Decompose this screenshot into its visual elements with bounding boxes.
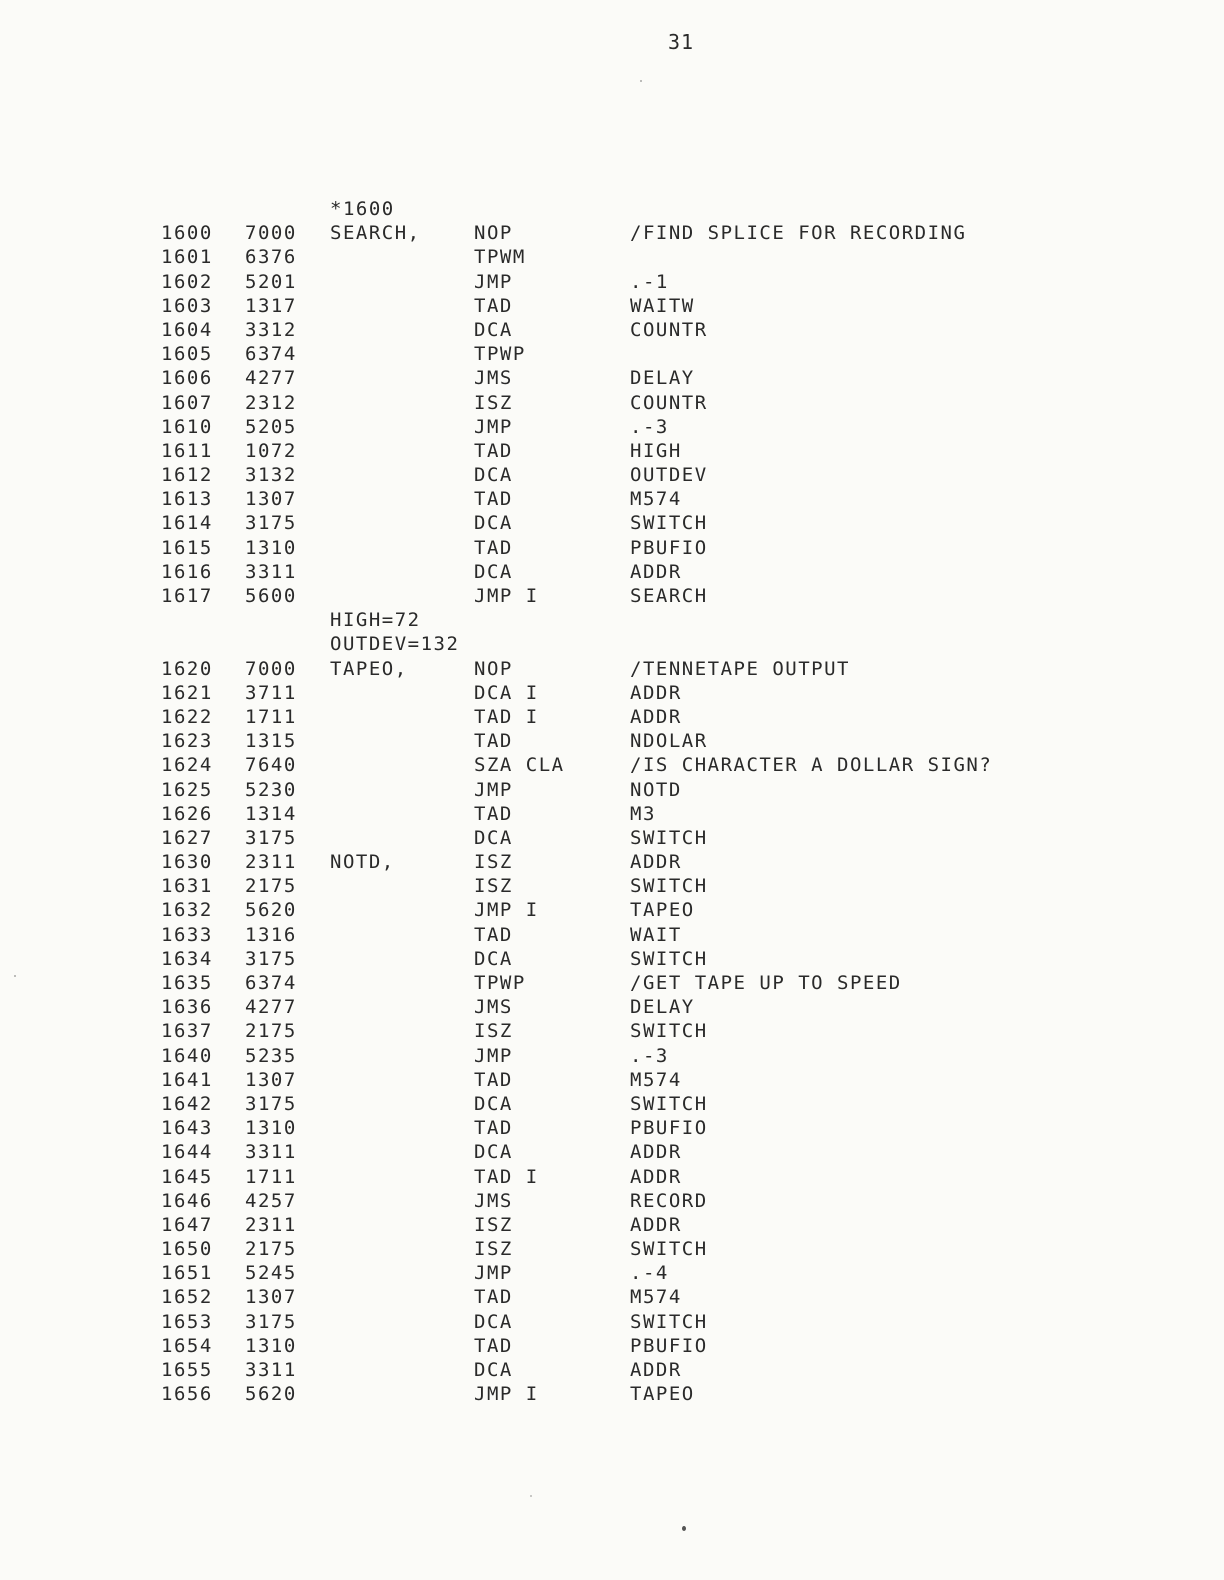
octal-code-cell: 1316 bbox=[245, 923, 297, 946]
address-cell: 1606 bbox=[161, 367, 213, 390]
octal-code-cell: 3132 bbox=[245, 464, 297, 487]
operand-cell: SWITCH bbox=[630, 1310, 708, 1333]
address-cell: 1616 bbox=[161, 560, 213, 583]
operand-cell: SEARCH bbox=[630, 585, 708, 607]
address-cell: 1613 bbox=[161, 488, 213, 511]
listing-row bbox=[0, 898, 1224, 922]
opcode-cell: DCA bbox=[474, 826, 513, 849]
address-cell: 1622 bbox=[161, 705, 213, 728]
address-cell: 1617 bbox=[161, 585, 213, 607]
address-cell: 1605 bbox=[161, 343, 213, 366]
listing-row bbox=[0, 1382, 1224, 1406]
octal-code-cell: 3175 bbox=[245, 512, 297, 535]
opcode-cell: NOP bbox=[474, 222, 513, 245]
operand-cell: ADDR bbox=[630, 560, 682, 583]
octal-code-cell: 5600 bbox=[245, 585, 297, 607]
operand-cell: ADDR bbox=[630, 1359, 682, 1381]
listing-row bbox=[0, 1334, 1224, 1358]
label-cell: NOTD, bbox=[330, 851, 395, 874]
label-cell: OUTDEV=132 bbox=[330, 633, 460, 656]
octal-code-cell: 6376 bbox=[245, 246, 297, 269]
scan-speck bbox=[530, 1495, 532, 1497]
opcode-cell: TAD bbox=[474, 536, 513, 559]
scan-speck bbox=[682, 1526, 686, 1531]
operand-cell: NOTD bbox=[630, 778, 682, 801]
listing-row bbox=[0, 632, 1224, 656]
address-cell: 1621 bbox=[161, 681, 213, 704]
address-cell: 1600 bbox=[161, 222, 213, 245]
listing-row bbox=[0, 1140, 1224, 1164]
opcode-cell: TAD bbox=[474, 1286, 513, 1309]
listing-row bbox=[0, 487, 1224, 511]
operand-cell: .-1 bbox=[630, 270, 669, 293]
listing-row bbox=[0, 318, 1224, 342]
listing-row bbox=[0, 415, 1224, 439]
operand-cell: TAPEO bbox=[630, 1383, 695, 1406]
octal-code-cell: 3175 bbox=[245, 826, 297, 849]
operand-cell: SWITCH bbox=[630, 512, 708, 535]
listing-row bbox=[0, 511, 1224, 535]
listing-row bbox=[0, 608, 1224, 632]
opcode-cell: JMP I bbox=[474, 899, 539, 922]
opcode-cell: JMP bbox=[474, 1262, 513, 1285]
octal-code-cell: 2175 bbox=[245, 875, 297, 898]
listing-row bbox=[0, 874, 1224, 898]
octal-code-cell: 5235 bbox=[245, 1044, 297, 1067]
operand-cell: M574 bbox=[630, 1068, 682, 1091]
address-cell: 1611 bbox=[161, 439, 213, 462]
octal-code-cell: 1307 bbox=[245, 1286, 297, 1309]
address-cell: 1635 bbox=[161, 972, 213, 994]
opcode-cell: DCA I bbox=[474, 681, 539, 704]
label-cell: SEARCH, bbox=[330, 222, 421, 245]
address-cell: 1632 bbox=[161, 899, 213, 922]
opcode-cell: DCA bbox=[474, 512, 513, 535]
operand-cell: SWITCH bbox=[630, 826, 708, 849]
opcode-cell: ISZ bbox=[474, 1238, 513, 1261]
octal-code-cell: 5245 bbox=[245, 1262, 297, 1285]
listing-row bbox=[0, 1285, 1224, 1309]
octal-code-cell: 2312 bbox=[245, 391, 297, 414]
opcode-cell: DCA bbox=[474, 947, 513, 970]
address-cell: 1654 bbox=[161, 1334, 213, 1357]
octal-code-cell: 1315 bbox=[245, 730, 297, 753]
listing-row bbox=[0, 850, 1224, 874]
listing-row bbox=[0, 1358, 1224, 1382]
operand-cell: /IS CHARACTER A DOLLAR SIGN? bbox=[630, 754, 993, 777]
octal-code-cell: 3311 bbox=[245, 560, 297, 583]
octal-code-cell: 5205 bbox=[245, 415, 297, 438]
opcode-cell: JMP bbox=[474, 1044, 513, 1067]
operand-cell: /FIND SPLICE FOR RECORDING bbox=[630, 222, 967, 245]
listing-row bbox=[0, 221, 1224, 245]
address-cell: 1626 bbox=[161, 802, 213, 825]
octal-code-cell: 1307 bbox=[245, 488, 297, 511]
address-cell: 1601 bbox=[161, 246, 213, 269]
address-cell: 1647 bbox=[161, 1213, 213, 1236]
listing-row bbox=[0, 342, 1224, 366]
operand-cell: OUTDEV bbox=[630, 464, 708, 487]
operand-cell: DELAY bbox=[630, 367, 695, 390]
operand-cell: ADDR bbox=[630, 1213, 682, 1236]
opcode-cell: TAD bbox=[474, 294, 513, 317]
octal-code-cell: 7000 bbox=[245, 222, 297, 245]
scan-speck bbox=[640, 80, 642, 82]
operand-cell: SWITCH bbox=[630, 1238, 708, 1261]
listing-row bbox=[0, 391, 1224, 415]
listing-row bbox=[0, 1044, 1224, 1068]
label-cell: *1600 bbox=[330, 198, 395, 220]
opcode-cell: ISZ bbox=[474, 851, 513, 874]
address-cell: 1623 bbox=[161, 730, 213, 753]
listing-row bbox=[0, 995, 1224, 1019]
operand-cell: ADDR bbox=[630, 1165, 682, 1188]
opcode-cell: JMP I bbox=[474, 1383, 539, 1406]
address-cell: 1614 bbox=[161, 512, 213, 535]
listing-row bbox=[0, 947, 1224, 971]
opcode-cell: TAD bbox=[474, 730, 513, 753]
octal-code-cell: 2311 bbox=[245, 1213, 297, 1236]
listing-row bbox=[0, 584, 1224, 608]
opcode-cell: TAD I bbox=[474, 1165, 539, 1188]
opcode-cell: DCA bbox=[474, 1092, 513, 1115]
opcode-cell: DCA bbox=[474, 1359, 513, 1381]
octal-code-cell: 7640 bbox=[245, 754, 297, 777]
operand-cell: SWITCH bbox=[630, 1092, 708, 1115]
operand-cell: /TENNETAPE OUTPUT bbox=[630, 657, 850, 680]
address-cell: 1640 bbox=[161, 1044, 213, 1067]
octal-code-cell: 4257 bbox=[245, 1189, 297, 1212]
octal-code-cell: 7000 bbox=[245, 657, 297, 680]
listing-row bbox=[0, 923, 1224, 947]
address-cell: 1655 bbox=[161, 1359, 213, 1381]
opcode-cell: JMP bbox=[474, 415, 513, 438]
address-cell: 1637 bbox=[161, 1020, 213, 1043]
opcode-cell: NOP bbox=[474, 657, 513, 680]
octal-code-cell: 4277 bbox=[245, 367, 297, 390]
listing-row bbox=[0, 294, 1224, 318]
opcode-cell: DCA bbox=[474, 560, 513, 583]
operand-cell: .-4 bbox=[630, 1262, 669, 1285]
address-cell: 1612 bbox=[161, 464, 213, 487]
opcode-cell: JMS bbox=[474, 996, 513, 1019]
operand-cell: DELAY bbox=[630, 996, 695, 1019]
listing-row bbox=[0, 463, 1224, 487]
operand-cell: SWITCH bbox=[630, 875, 708, 898]
address-cell: 1650 bbox=[161, 1238, 213, 1261]
listing-row bbox=[0, 753, 1224, 777]
octal-code-cell: 1072 bbox=[245, 439, 297, 462]
opcode-cell: SZA CLA bbox=[474, 754, 565, 777]
operand-cell: PBUFIO bbox=[630, 1334, 708, 1357]
listing-row bbox=[0, 802, 1224, 826]
listing-row bbox=[0, 1116, 1224, 1140]
opcode-cell: ISZ bbox=[474, 391, 513, 414]
octal-code-cell: 5620 bbox=[245, 899, 297, 922]
listing-row bbox=[0, 1165, 1224, 1189]
listing-row bbox=[0, 197, 1224, 221]
opcode-cell: JMS bbox=[474, 1189, 513, 1212]
page-number: 31 bbox=[668, 30, 695, 54]
address-cell: 1627 bbox=[161, 826, 213, 849]
opcode-cell: JMP bbox=[474, 270, 513, 293]
operand-cell: ADDR bbox=[630, 681, 682, 704]
operand-cell: COUNTR bbox=[630, 391, 708, 414]
operand-cell: SWITCH bbox=[630, 1020, 708, 1043]
listing-row bbox=[0, 245, 1224, 269]
octal-code-cell: 2175 bbox=[245, 1238, 297, 1261]
octal-code-cell: 5620 bbox=[245, 1383, 297, 1406]
operand-cell: TAPEO bbox=[630, 899, 695, 922]
operand-cell: PBUFIO bbox=[630, 1117, 708, 1140]
address-cell: 1603 bbox=[161, 294, 213, 317]
opcode-cell: TPWP bbox=[474, 343, 526, 366]
octal-code-cell: 6374 bbox=[245, 972, 297, 994]
octal-code-cell: 2175 bbox=[245, 1020, 297, 1043]
operand-cell: HIGH bbox=[630, 439, 682, 462]
listing-row bbox=[0, 1310, 1224, 1334]
operand-cell: NDOLAR bbox=[630, 730, 708, 753]
opcode-cell: TAD bbox=[474, 1068, 513, 1091]
opcode-cell: DCA bbox=[474, 318, 513, 341]
address-cell: 1645 bbox=[161, 1165, 213, 1188]
listing-row bbox=[0, 1189, 1224, 1213]
octal-code-cell: 3311 bbox=[245, 1359, 297, 1381]
listing-row bbox=[0, 705, 1224, 729]
opcode-cell: TAD bbox=[474, 488, 513, 511]
octal-code-cell: 3175 bbox=[245, 947, 297, 970]
address-cell: 1620 bbox=[161, 657, 213, 680]
octal-code-cell: 2311 bbox=[245, 851, 297, 874]
address-cell: 1643 bbox=[161, 1117, 213, 1140]
operand-cell: .-3 bbox=[630, 415, 669, 438]
address-cell: 1633 bbox=[161, 923, 213, 946]
opcode-cell: JMS bbox=[474, 367, 513, 390]
address-cell: 1602 bbox=[161, 270, 213, 293]
opcode-cell: ISZ bbox=[474, 1213, 513, 1236]
octal-code-cell: 3312 bbox=[245, 318, 297, 341]
opcode-cell: ISZ bbox=[474, 875, 513, 898]
opcode-cell: JMP I bbox=[474, 585, 539, 607]
listing-row bbox=[0, 439, 1224, 463]
listing-row bbox=[0, 366, 1224, 390]
octal-code-cell: 4277 bbox=[245, 996, 297, 1019]
address-cell: 1630 bbox=[161, 851, 213, 874]
address-cell: 1610 bbox=[161, 415, 213, 438]
opcode-cell: TAD bbox=[474, 1117, 513, 1140]
listing-row bbox=[0, 1261, 1224, 1285]
opcode-cell: TPWM bbox=[474, 246, 526, 269]
operand-cell: ADDR bbox=[630, 1141, 682, 1164]
octal-code-cell: 1711 bbox=[245, 1165, 297, 1188]
opcode-cell: DCA bbox=[474, 464, 513, 487]
operand-cell: PBUFIO bbox=[630, 536, 708, 559]
address-cell: 1615 bbox=[161, 536, 213, 559]
label-cell: TAPEO, bbox=[330, 657, 408, 680]
opcode-cell: ISZ bbox=[474, 1020, 513, 1043]
opcode-cell: TAD bbox=[474, 439, 513, 462]
octal-code-cell: 1307 bbox=[245, 1068, 297, 1091]
listing-row bbox=[0, 729, 1224, 753]
octal-code-cell: 1711 bbox=[245, 705, 297, 728]
opcode-cell: DCA bbox=[474, 1310, 513, 1333]
listing-row bbox=[0, 1213, 1224, 1237]
address-cell: 1653 bbox=[161, 1310, 213, 1333]
octal-code-cell: 3311 bbox=[245, 1141, 297, 1164]
opcode-cell: JMP bbox=[474, 778, 513, 801]
octal-code-cell: 5230 bbox=[245, 778, 297, 801]
octal-code-cell: 3711 bbox=[245, 681, 297, 704]
operand-cell: SWITCH bbox=[630, 947, 708, 970]
octal-code-cell: 1317 bbox=[245, 294, 297, 317]
listing-row bbox=[0, 657, 1224, 681]
octal-code-cell: 3175 bbox=[245, 1092, 297, 1115]
listing-row bbox=[0, 971, 1224, 995]
octal-code-cell: 3175 bbox=[245, 1310, 297, 1333]
operand-cell: RECORD bbox=[630, 1189, 708, 1212]
listing-row bbox=[0, 1237, 1224, 1261]
opcode-cell: TAD bbox=[474, 802, 513, 825]
listing-row bbox=[0, 1068, 1224, 1092]
operand-cell: ADDR bbox=[630, 851, 682, 874]
assembly-listing bbox=[0, 197, 1224, 1406]
listing-row bbox=[0, 681, 1224, 705]
octal-code-cell: 1310 bbox=[245, 536, 297, 559]
listing-row bbox=[0, 560, 1224, 584]
operand-cell: COUNTR bbox=[630, 318, 708, 341]
address-cell: 1636 bbox=[161, 996, 213, 1019]
address-cell: 1641 bbox=[161, 1068, 213, 1091]
octal-code-cell: 6374 bbox=[245, 343, 297, 366]
opcode-cell: TAD bbox=[474, 923, 513, 946]
address-cell: 1634 bbox=[161, 947, 213, 970]
operand-cell: ADDR bbox=[630, 705, 682, 728]
listing-row bbox=[0, 826, 1224, 850]
address-cell: 1644 bbox=[161, 1141, 213, 1164]
opcode-cell: DCA bbox=[474, 1141, 513, 1164]
label-cell: HIGH=72 bbox=[330, 609, 421, 632]
address-cell: 1631 bbox=[161, 875, 213, 898]
operand-cell: M3 bbox=[630, 802, 656, 825]
address-cell: 1646 bbox=[161, 1189, 213, 1212]
opcode-cell: TAD bbox=[474, 1334, 513, 1357]
address-cell: 1651 bbox=[161, 1262, 213, 1285]
operand-cell: WAIT bbox=[630, 923, 682, 946]
opcode-cell: TAD I bbox=[474, 705, 539, 728]
operand-cell: M574 bbox=[630, 488, 682, 511]
address-cell: 1656 bbox=[161, 1383, 213, 1406]
listing-row bbox=[0, 536, 1224, 560]
octal-code-cell: 1310 bbox=[245, 1117, 297, 1140]
operand-cell: WAITW bbox=[630, 294, 695, 317]
address-cell: 1624 bbox=[161, 754, 213, 777]
octal-code-cell: 5201 bbox=[245, 270, 297, 293]
address-cell: 1652 bbox=[161, 1286, 213, 1309]
operand-cell: M574 bbox=[630, 1286, 682, 1309]
address-cell: 1604 bbox=[161, 318, 213, 341]
listing-row bbox=[0, 1092, 1224, 1116]
octal-code-cell: 1310 bbox=[245, 1334, 297, 1357]
address-cell: 1642 bbox=[161, 1092, 213, 1115]
octal-code-cell: 1314 bbox=[245, 802, 297, 825]
scan-speck bbox=[14, 975, 16, 977]
listing-row bbox=[0, 270, 1224, 294]
address-cell: 1607 bbox=[161, 391, 213, 414]
listing-row bbox=[0, 778, 1224, 802]
listing-row bbox=[0, 1019, 1224, 1043]
address-cell: 1625 bbox=[161, 778, 213, 801]
opcode-cell: TPWP bbox=[474, 972, 526, 994]
operand-cell: /GET TAPE UP TO SPEED bbox=[630, 972, 902, 994]
operand-cell: .-3 bbox=[630, 1044, 669, 1067]
